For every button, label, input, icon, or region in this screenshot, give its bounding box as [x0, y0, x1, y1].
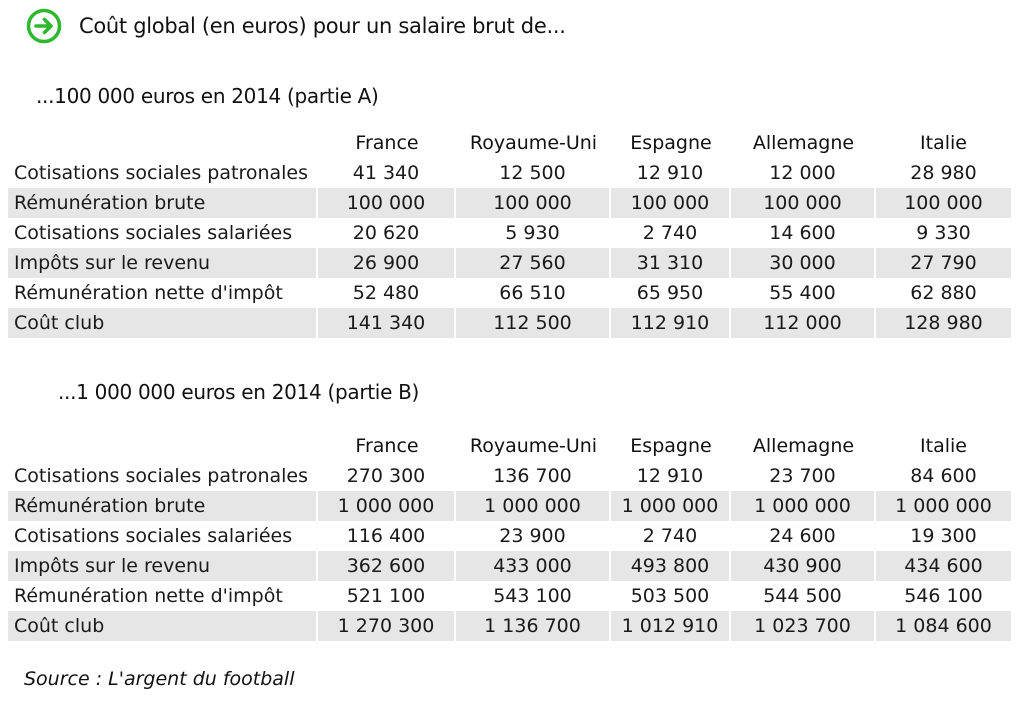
table-cell: 1 000 000 — [611, 491, 731, 521]
table-row — [8, 581, 1011, 611]
table-cell: 128 980 — [876, 308, 1011, 338]
table-cell: 270 300 — [318, 461, 456, 491]
table-cell: 12 910 — [611, 461, 731, 491]
table-cell: 112 500 — [456, 308, 611, 338]
table-cell: 1 136 700 — [456, 611, 611, 641]
table-cell: 65 950 — [611, 278, 731, 308]
table-cell: 430 900 — [731, 551, 876, 581]
table-row — [8, 611, 1011, 641]
table-cell: 433 000 — [456, 551, 611, 581]
table-cell: 116 400 — [318, 521, 456, 551]
column-header — [8, 431, 318, 461]
table-cell: 66 510 — [456, 278, 611, 308]
table-cell: 493 800 — [611, 551, 731, 581]
header — [26, 8, 566, 44]
row-label: Rémunération nette d'impôt — [8, 581, 318, 611]
row-label: Impôts sur le revenu — [8, 248, 318, 278]
table-cell: 62 880 — [910, 282, 977, 304]
table-cell: 1 000 000 — [456, 491, 611, 521]
arrow-right-circle-icon — [26, 8, 62, 44]
table-cell: 546 100 — [904, 585, 983, 607]
column-header: Italie — [920, 435, 967, 457]
table-cell: 1 023 700 — [731, 611, 876, 641]
table-cell: 30 000 — [731, 248, 876, 278]
table-cell: 100 000 — [456, 188, 611, 218]
table-cell: 52 480 — [318, 278, 456, 308]
column-header: France — [355, 132, 419, 154]
column-header: Espagne — [630, 132, 712, 154]
column-header: Royaume-Uni — [469, 435, 598, 457]
row-label: Coût club — [8, 308, 318, 338]
table-cell: 112 000 — [731, 308, 876, 338]
table-cell: 12 000 — [731, 158, 876, 188]
table-cell: 1 000 000 — [318, 491, 456, 521]
row-label: Cotisations sociales salariées — [8, 521, 318, 551]
table-cell: 28 980 — [910, 162, 977, 184]
table-cell: 544 500 — [731, 581, 876, 611]
column-header: Italie — [920, 132, 967, 154]
table-cell: 31 310 — [611, 248, 731, 278]
table-cell: 84 600 — [910, 465, 977, 487]
table-cell: 1 270 300 — [318, 611, 456, 641]
table-header-row — [8, 128, 1011, 158]
table-row — [8, 491, 1011, 521]
row-label: Cotisations sociales salariées — [8, 218, 318, 248]
column-header: Royaume-Uni — [469, 132, 598, 154]
row-label: Rémunération brute — [8, 188, 318, 218]
table-cell: 136 700 — [456, 461, 611, 491]
table-cell: 55 400 — [731, 278, 876, 308]
table-cell: 2 740 — [611, 218, 731, 248]
section-title-b: ...1 000 000 euros en 2014 (partie B) — [58, 380, 420, 404]
row-label: Coût club — [8, 611, 318, 641]
table-cell: 24 600 — [731, 521, 876, 551]
page-title: Coût global (en euros) pour un salaire brut de... — [79, 14, 566, 38]
table-row — [8, 461, 1011, 491]
table-cell: 1 000 000 — [731, 491, 876, 521]
table-row — [8, 188, 1011, 218]
row-label: Rémunération brute — [8, 491, 318, 521]
table-cell: 362 600 — [318, 551, 456, 581]
table-cell: 2 740 — [611, 521, 731, 551]
table-cell: 20 620 — [318, 218, 456, 248]
table-cell: 9 330 — [916, 222, 971, 244]
table-cell: 100 000 — [318, 188, 456, 218]
table-cell: 19 300 — [910, 525, 977, 547]
table-row — [8, 521, 1011, 551]
column-header: France — [355, 435, 419, 457]
table-cell: 521 100 — [318, 581, 456, 611]
table-cell: 23 900 — [456, 521, 611, 551]
column-header — [8, 128, 318, 158]
table-cell: 23 700 — [731, 461, 876, 491]
table-row — [8, 218, 1011, 248]
column-header: Espagne — [630, 435, 712, 457]
table-cell: 27 790 — [876, 248, 1011, 278]
section-title-a: ...100 000 euros en 2014 (partie A) — [36, 84, 379, 108]
table-cell: 100 000 — [611, 188, 731, 218]
row-label: Impôts sur le revenu — [8, 551, 318, 581]
table-cell: 112 910 — [611, 308, 731, 338]
table-cell: 41 340 — [318, 158, 456, 188]
table-cell: 1 012 910 — [611, 611, 731, 641]
table-cell: 26 900 — [318, 248, 456, 278]
table-row — [8, 278, 1011, 308]
table-row — [8, 551, 1011, 581]
row-label: Rémunération nette d'impôt — [8, 278, 318, 308]
table-cell: 100 000 — [876, 188, 1011, 218]
table-cell: 27 560 — [456, 248, 611, 278]
cost-table-b — [8, 431, 1011, 641]
table-row — [8, 248, 1011, 278]
table-cell: 100 000 — [731, 188, 876, 218]
table-cell: 5 930 — [456, 218, 611, 248]
source-note: Source : L'argent du football — [24, 668, 295, 690]
table-cell: 1 084 600 — [876, 611, 1011, 641]
table-row — [8, 308, 1011, 338]
table-cell: 12 500 — [456, 158, 611, 188]
row-label: Cotisations sociales patronales — [8, 461, 318, 491]
column-header: Allemagne — [752, 132, 855, 154]
table-cell: 434 600 — [876, 551, 1011, 581]
table-cell: 12 910 — [611, 158, 731, 188]
table-cell: 543 100 — [456, 581, 611, 611]
table-cell: 503 500 — [611, 581, 731, 611]
column-header: Allemagne — [752, 435, 855, 457]
table-row — [8, 158, 1011, 188]
table-cell: 14 600 — [731, 218, 876, 248]
cost-table-a — [8, 128, 1011, 338]
table-header-row — [8, 431, 1011, 461]
table-cell: 141 340 — [318, 308, 456, 338]
table-cell: 1 000 000 — [876, 491, 1011, 521]
row-label: Cotisations sociales patronales — [8, 158, 318, 188]
